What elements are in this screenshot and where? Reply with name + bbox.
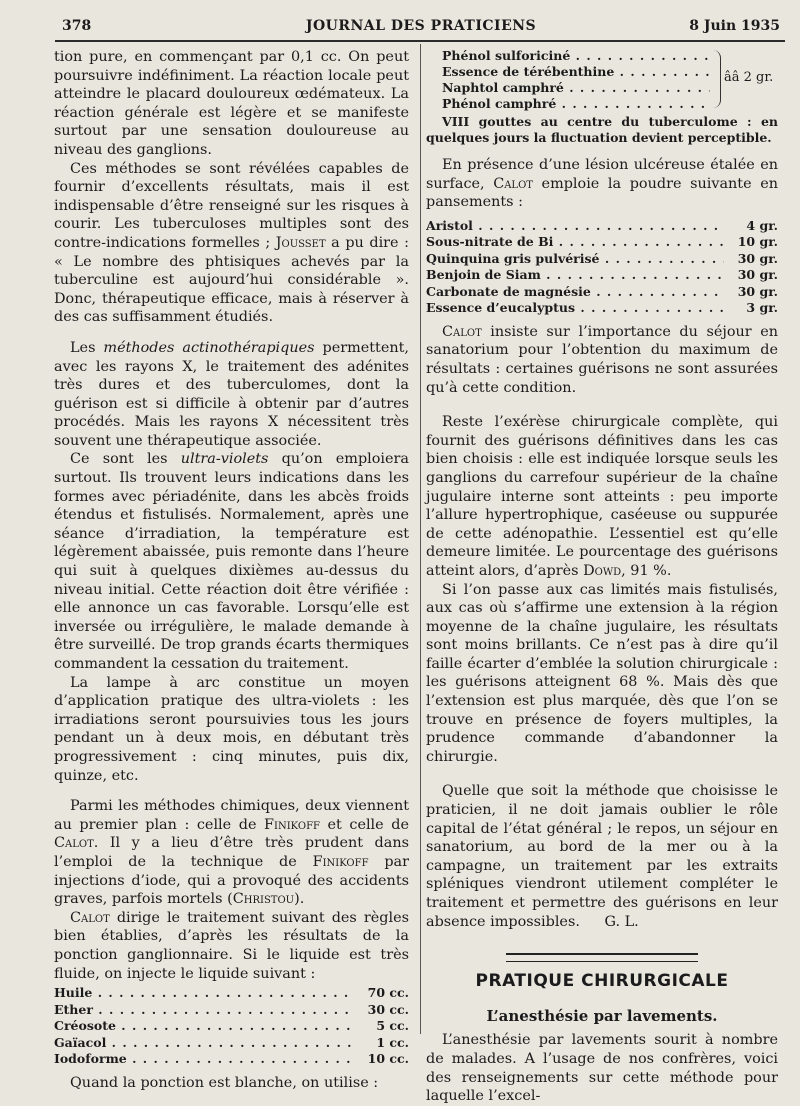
ingredient-name: Quinquina gris pulvérisé . . . bbox=[426, 251, 724, 268]
ingredient-name: Sous-nitrate de Bi . . . bbox=[426, 234, 724, 251]
text-run: a pu dire : « Le nombre des phtisiques achevés par la tuberculine est aujourd’hui considérable ». Donc, thérapeutique efficace, mais à réserver à des cas suffisamment étudiés. bbox=[54, 234, 409, 326]
ingredient-name: Ether . . . bbox=[54, 1002, 355, 1019]
author-signature: G. L. bbox=[604, 913, 639, 930]
header-rule bbox=[55, 40, 785, 42]
formula-row bbox=[426, 267, 778, 284]
paragraph: La lampe à arc constitue un moyen d’application pratique des ultra-violets : les irradiations seront poursuivies tous les jours pendant un à deux mois, en débutant très progressivement : cinq minutes, puis dix, quinze, etc. bbox=[54, 674, 409, 784]
text-run: Reste l’exérèse chirurgicale complète, qui fournit des guérisons définitives dans les cas bien choisis : elle est indiquée lorsque seuls les ganglions du carrefour supérieur de la chaîne jugulaire interne sont atteints : peu importe l’allure hypertrophique, caséeuse ou suppurée de cette adénopathie. L’essentiel est qu’elle demeure limitée. Le pourcentage des guérisons atteint alors, d’après bbox=[426, 414, 778, 579]
right-column bbox=[426, 48, 778, 1106]
ingredient-qty: 30 gr. bbox=[737, 283, 778, 299]
article-title: L’anesthésie par lavements. bbox=[486, 1006, 718, 1025]
paragraph bbox=[54, 450, 409, 673]
text-run: . Il y a lieu d’être très prudent dans l’emploi de la technique de bbox=[54, 835, 409, 870]
section-title: PRATIQUE CHIRURGICALE bbox=[475, 971, 729, 992]
formula-table-phenol bbox=[426, 48, 778, 112]
paragraph bbox=[426, 156, 778, 212]
page-header bbox=[62, 16, 780, 38]
text-run: et celle de bbox=[319, 816, 409, 833]
text-run: Quelle que soit la méthode que choisisse le praticien, il ne doit jamais oublier le rôle capital de l’état général ; le repos, un séjour en sanatorium, au bord de la mer ou à la campagne, un traitement par les extraits spléniques viendront utilement compléter le traitement et permettre des guérisons en leur absence impossibles. bbox=[426, 783, 778, 930]
ingredient-qty: 30 gr. bbox=[737, 267, 778, 283]
dosage-note: VIII gouttes au centre du tuberculome : en quelques jours la fluctuation devient perceptible. bbox=[426, 114, 778, 145]
section-separator bbox=[506, 953, 698, 962]
text-run: Parmi les méthodes chimiques, deux viennent au premier plan : celle de bbox=[54, 798, 409, 833]
author-name: Dowd bbox=[583, 562, 622, 579]
author-name: Christou bbox=[232, 891, 295, 908]
text-run: Ce sont les bbox=[70, 451, 181, 468]
ingredient-name: Huile . . . bbox=[54, 985, 355, 1002]
text-run: ). bbox=[294, 891, 305, 908]
formula-row bbox=[426, 251, 778, 268]
paragraph: Quand la ponction est blanche, on utilise : bbox=[70, 1074, 379, 1091]
ingredient-name: Benjoin de Siam . . . bbox=[426, 267, 724, 284]
page-number: 378 bbox=[62, 18, 92, 34]
paragraph: Si l’on passe aux cas limités mais fistulisés, aux cas où s’affirme une extension à la région moyenne de la chaîne jugulaire, les résultats sont moins brillants. Ce n’est pas à dire qu’il faille écarter d’emblée la solution chirurgicale : les guérisons atteignent 68 %. Mais dès que l’extension est plus marquée, dès que l’on se trouve en présence de foyers multiples, la prudence commande d’abandonner la chirurgie. bbox=[426, 581, 778, 765]
author-name: Finikoff bbox=[312, 853, 369, 870]
text-run: Ces méthodes se sont révélées capables de fournir d’excellents résultats, mais il est indispensable d’être renseigné sur les risques à courir. Les tuberculoses multiples sont des contre-indications formelles ; bbox=[54, 160, 409, 251]
text-run: , 91 %. bbox=[621, 562, 672, 579]
paragraph: L’anesthésie par lavements sourit à nombre de malades. A l’usage de nos confrères, voici des renseignements sur cette méthode pour laquelle l’excel- bbox=[426, 1032, 778, 1105]
author-name: Calot bbox=[442, 323, 482, 340]
ingredient-qty: 1 cc. bbox=[376, 1034, 409, 1050]
text-run: emploie la poudre suivante en pansements : bbox=[426, 175, 778, 211]
ingredient-qty: 30 cc. bbox=[367, 1001, 409, 1017]
paragraph bbox=[54, 160, 409, 327]
text-run: En présence d’une lésion ulcéreuse étalée en surface, bbox=[426, 157, 778, 192]
ingredient-qty: 10 gr. bbox=[737, 234, 778, 250]
ingredient-qty: 70 cc. bbox=[367, 985, 409, 1001]
ingredient-qty: ââ 2 gr. bbox=[724, 70, 774, 85]
text-run: par injections d’iode, qui a provoqué des accidents graves, parfois mortels ( bbox=[54, 853, 409, 908]
formula-row bbox=[426, 218, 778, 235]
paragraph bbox=[426, 782, 778, 931]
ingredient-name: Carbonate de magnésie . . . bbox=[426, 284, 724, 301]
formula-table-injection bbox=[54, 985, 409, 1068]
author-name: Calot bbox=[70, 909, 110, 926]
column-divider bbox=[420, 44, 421, 1034]
formula-row bbox=[54, 985, 409, 1002]
paragraph: tion pure, en commençant par 0,1 cc. On peut poursuivre indéfiniment. La réaction locale peut atteindre le placard douloureux œdémateux. La réaction générale est légère et se manifeste surtout par une sensation douloureuse au niveau des ganglions. bbox=[54, 49, 409, 158]
ingredient-name: Phénol camphré . . . bbox=[442, 96, 710, 112]
formula-table-powder bbox=[426, 218, 778, 317]
ingredient-qty: 5 cc. bbox=[376, 1018, 409, 1034]
text-run: qu’on emploiera surtout. Ils trouvent leurs indications dans les formes avec périadénite, dans les abcès froids étendus et fistulisés. Normalement, après une séance d’irradiation, la température est légèrement abaissée, puis remonte dans l’heure qui suit à quelques dixièmes au-dessus du niveau initial. Cette réaction doit être vérifiée : elle annonce un cas favorable. Lorsqu’elle est inversée ou irrégulière, le malade demande à être surveillé. De trop grands écarts thermiques commandent la cessation du traitement. bbox=[54, 451, 410, 672]
author-name: Jousset bbox=[275, 234, 326, 251]
formula-row bbox=[54, 1035, 409, 1052]
journal-title: JOURNAL DES PRATICIENS bbox=[305, 18, 537, 34]
formula-row bbox=[426, 300, 778, 317]
ingredient-name: Essence de térébenthine . . . bbox=[442, 64, 710, 80]
ingredient-name: Créosote . . . bbox=[54, 1018, 355, 1035]
ingredient-name: Gaïacol . . . bbox=[54, 1035, 355, 1052]
emphasis: ultra-violets bbox=[180, 451, 269, 468]
issue-date: 8 Juin 1935 bbox=[689, 18, 780, 34]
ingredient-name: Phénol sulforiciné . . . bbox=[442, 48, 710, 64]
formula-row bbox=[426, 234, 778, 251]
brace bbox=[712, 50, 721, 108]
formula-row bbox=[54, 1002, 409, 1019]
formula-row bbox=[54, 1051, 409, 1068]
text-run: dirige le traitement suivant des règles bien établies, d’après les résultats de la ponction ganglionnaire. Si le liquide est très fluide, on injecte le liquide suivant : bbox=[54, 909, 409, 982]
ingredient-qty: 4 gr. bbox=[746, 217, 778, 233]
paragraph bbox=[54, 797, 409, 909]
author-name: Finikoff bbox=[264, 816, 320, 833]
text-run: insiste sur l’importance du séjour en sanatorium pour l’obtention du maximum de résultats : certaines guérisons ne sont assurées qu’à cette condition. bbox=[426, 323, 778, 396]
left-column bbox=[54, 48, 409, 1092]
ingredient-qty: 3 gr. bbox=[746, 300, 778, 316]
emphasis: méthodes actinothérapiques bbox=[103, 339, 315, 356]
author-name: Calot bbox=[493, 175, 533, 192]
paragraph bbox=[426, 323, 778, 397]
ingredient-name: Essence d’eucalyptus . . . bbox=[426, 300, 724, 317]
paragraph bbox=[54, 909, 409, 983]
text-run: Les bbox=[70, 339, 104, 356]
ingredient-name: Aristol . . . bbox=[426, 218, 724, 235]
ingredient-name: Naphtol camphré . . . bbox=[442, 80, 710, 96]
ingredient-name: Iodoforme . . . bbox=[54, 1051, 355, 1068]
ingredient-qty: 10 cc. bbox=[367, 1051, 409, 1067]
paragraph bbox=[54, 339, 409, 451]
text-run: permettent, avec les rayons X, le traitement des adénites très dures et des tuberculomes, dont la guérison est si difficile à obtenir par d’autres procédés. Mais les rayons X nécessitent très souvent une thérapeutique associée. bbox=[54, 339, 409, 449]
author-name: Calot bbox=[54, 835, 94, 852]
ingredient-qty: 30 gr. bbox=[737, 250, 778, 266]
paragraph bbox=[426, 413, 778, 580]
formula-row bbox=[54, 1018, 409, 1035]
formula-row bbox=[426, 284, 778, 301]
